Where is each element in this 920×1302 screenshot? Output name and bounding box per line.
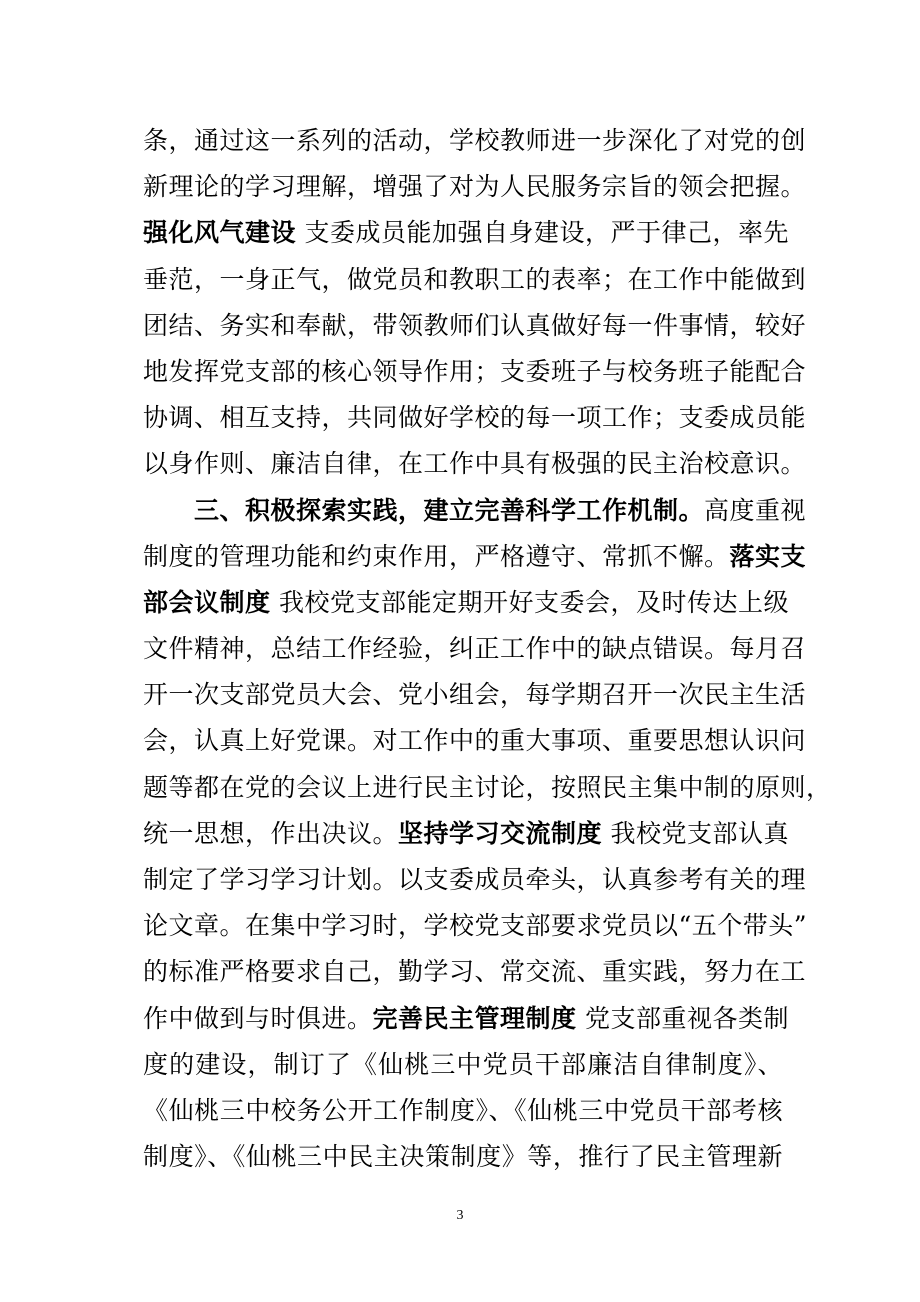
bold-heading-text: 三、积极探索实践，建立完善科学工作机制。: [143, 495, 705, 525]
text-line: [143, 488, 807, 534]
text-line: [143, 349, 807, 395]
bold-heading-text: 部会议制度: [143, 587, 271, 617]
text-line: [143, 118, 807, 164]
text-run: 《仙桃三中校务公开工作制度》、《仙桃三中党员干部考核: [143, 1095, 783, 1125]
text-run: 我校党支部认真: [602, 818, 789, 848]
bold-heading-text: 落实支: [729, 541, 807, 571]
text-run: 统一思想，作出决议。: [143, 818, 399, 848]
text-run: 制度的管理功能和约束作用，严格遵守、常抓不懈。: [143, 541, 730, 571]
text-line: [143, 949, 807, 995]
text-line: [143, 765, 832, 811]
text-run: 开一次支部党员大会、党小组会，每学期召开一次民主生活: [143, 680, 807, 710]
text-line: [143, 811, 789, 857]
text-run: 我校党支部能定期开好支委会，及时传达上级: [270, 587, 789, 617]
text-run: 条，通过这一系列的活动，学校教师进一步深化了对党的创: [143, 126, 807, 155]
text-run: 制度》、《仙桃三中民主决策制度》等，推行了民主管理新: [143, 1142, 783, 1172]
text-line: [143, 441, 807, 487]
text-run: 党支部重视各类制: [576, 1003, 789, 1033]
bold-heading-text: 完善民主管理制度: [372, 1003, 577, 1033]
text-line: [143, 626, 807, 672]
text-line: [143, 903, 808, 949]
body-text: [143, 118, 832, 1180]
text-line: [143, 672, 807, 718]
text-line: [143, 1042, 783, 1088]
text-line: [143, 718, 807, 764]
text-run: 度的建设，制订了《仙桃三中党员干部廉洁自律制度》、: [143, 1049, 783, 1079]
text-line: [143, 857, 807, 903]
text-run: 以身作则、廉洁自律，在工作中具有极强的民主治校意识。: [143, 449, 807, 479]
text-run: 作中做到与时俱进。: [143, 1003, 373, 1033]
page-number: 3: [456, 1208, 464, 1223]
text-line: [143, 1088, 783, 1134]
text-run: 支委成员能加强自身建设，严于律己，率先: [296, 218, 789, 248]
text-run: 团结、务实和奉献，带领教师们认真做好每一件事情，较好: [143, 310, 807, 340]
text-line: [143, 534, 807, 580]
text-line: [143, 395, 807, 441]
text-line: [143, 210, 789, 256]
text-run: 垂范，一身正气，做党员和教职工的表率；在工作中能做到: [143, 264, 807, 294]
text-run: 题等都在党的会议上进行民主讨论，按照民主集中制的原则，: [143, 772, 832, 802]
text-line: [143, 303, 807, 349]
text-run: 制定了学习学习计划。以支委成员牵头，认真参考有关的理: [143, 865, 807, 894]
text-run: 论文章。在集中学习时，学校党支部要求党员以“五个带头”: [143, 911, 808, 941]
text-run: 会，认真上好党课。对工作中的重大事项、重要思想认识问: [143, 726, 807, 756]
text-run: 高度重视: [704, 495, 807, 525]
text-run: 文件精神，总结工作经验，纠正工作中的缺点错误。每月召: [143, 634, 807, 664]
text-line: [143, 1134, 783, 1180]
bold-heading-text: 坚持学习交流制度: [398, 818, 603, 848]
text-run: 的标准严格要求自己，勤学习、常交流、重实践，努力在工: [143, 957, 807, 987]
text-line: [143, 580, 789, 626]
text-run: 协调、相互支持，共同做好学校的每一项工作；支委成员能: [143, 403, 807, 433]
bold-heading-text: 强化风气建设: [143, 218, 297, 248]
text-line: [143, 996, 789, 1042]
text-run: 地发挥党支部的核心领导作用；支委班子与校务班子能配合: [143, 356, 807, 386]
text-line: [143, 257, 807, 303]
text-line: [143, 164, 807, 210]
text-run: 新理论的学习理解，增强了对为人民服务宗旨的领会把握。: [143, 172, 807, 202]
